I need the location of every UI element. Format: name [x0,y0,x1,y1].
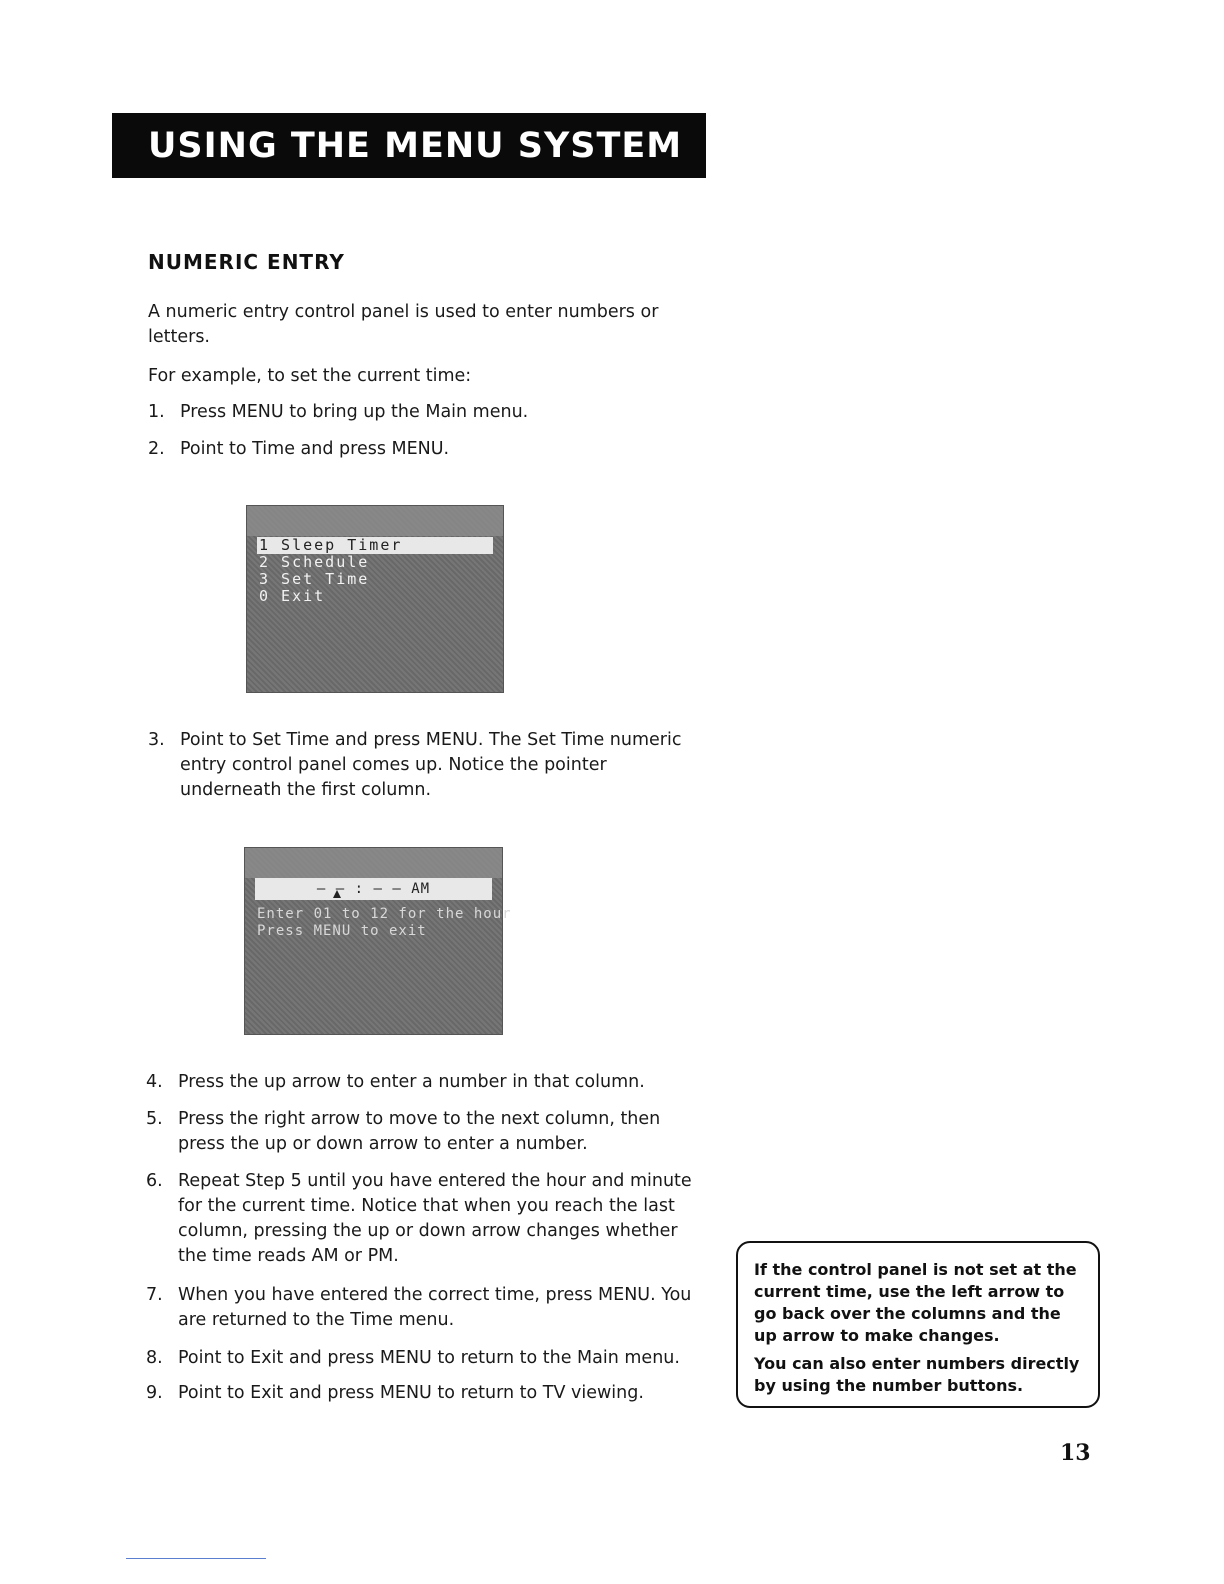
step-5 [146,1107,708,1157]
intro-line-2: letters. [148,327,210,347]
menu-item-set-time: 3 Set Time [259,570,370,588]
step-number: 8. [146,1348,163,1368]
page-banner [112,113,706,178]
step-4 [146,1070,708,1095]
tip-paragraph-1: If the control panel is not set at the current time, use the left arrow to go back over the columns and the up arrow to make changes. [754,1260,1077,1345]
screen-title-bar [247,506,503,536]
step-9 [146,1381,708,1406]
menu-item-schedule: 2 Schedule [259,553,370,571]
step-number: 5. [146,1109,163,1129]
time-menu-screenshot [246,505,504,693]
time-entry-field: – – : – – AM [255,878,492,900]
step-number: 1. [148,402,165,422]
step-6 [146,1169,708,1269]
step-number: 9. [146,1383,163,1403]
step-number: 2. [148,439,165,459]
step-number: 3. [148,730,165,750]
step-number: 7. [146,1285,163,1305]
menu-item-sleep-timer: 1 Sleep Timer [257,537,493,554]
step-1 [148,400,708,425]
step-3 [148,728,708,803]
example-text: For example, to set the current time: [148,366,472,386]
tip-paragraph-2: You can also enter numbers directly by using the number buttons. [754,1354,1080,1395]
pointer-arrow-icon [333,890,341,898]
step-text: When you have entered the correct time, press MENU. You are returned to the Time menu. [178,1285,692,1330]
step-number: 6. [146,1171,163,1191]
step-text: Point to Set Time and press MENU. The Set Time numeric entry control panel comes up. Notice the pointer underneath the first column. [180,730,682,800]
screen-title-bar [245,848,502,878]
step-text: Press the up arrow to enter a number in that column. [178,1072,645,1092]
tip-box [736,1241,1100,1408]
hour-instruction: Enter 01 to 12 for the hour [257,906,512,922]
step-7 [146,1283,708,1333]
page-number: 13 [1060,1440,1091,1466]
exit-instruction: Press MENU to exit [257,923,427,939]
section-heading: NUMERIC ENTRY [148,250,345,274]
intro-paragraph [148,300,708,350]
step-number: 4. [146,1072,163,1092]
footer-divider [126,1558,266,1559]
step-text: Point to Time and press MENU. [180,439,450,459]
step-text: Point to Exit and press MENU to return to TV viewing. [178,1383,644,1403]
menu-item-exit: 0 Exit [259,587,326,605]
step-text: Press MENU to bring up the Main menu. [180,402,529,422]
step-8 [146,1346,708,1371]
step-text: Point to Exit and press MENU to return to the Main menu. [178,1348,680,1368]
intro-line-1: A numeric entry control panel is used to enter numbers or [148,302,659,322]
step-text: Press the right arrow to move to the next column, then press the up or down arrow to enter a number. [178,1109,661,1154]
page-title: USING THE MENU SYSTEM [148,125,683,166]
step-text: Repeat Step 5 until you have entered the hour and minute for the current time. Notice that when you reach the last column, pressing the up or down arrow changes whether the time reads AM or PM. [178,1171,692,1266]
set-time-panel-screenshot [244,847,512,1035]
step-2 [148,437,708,462]
